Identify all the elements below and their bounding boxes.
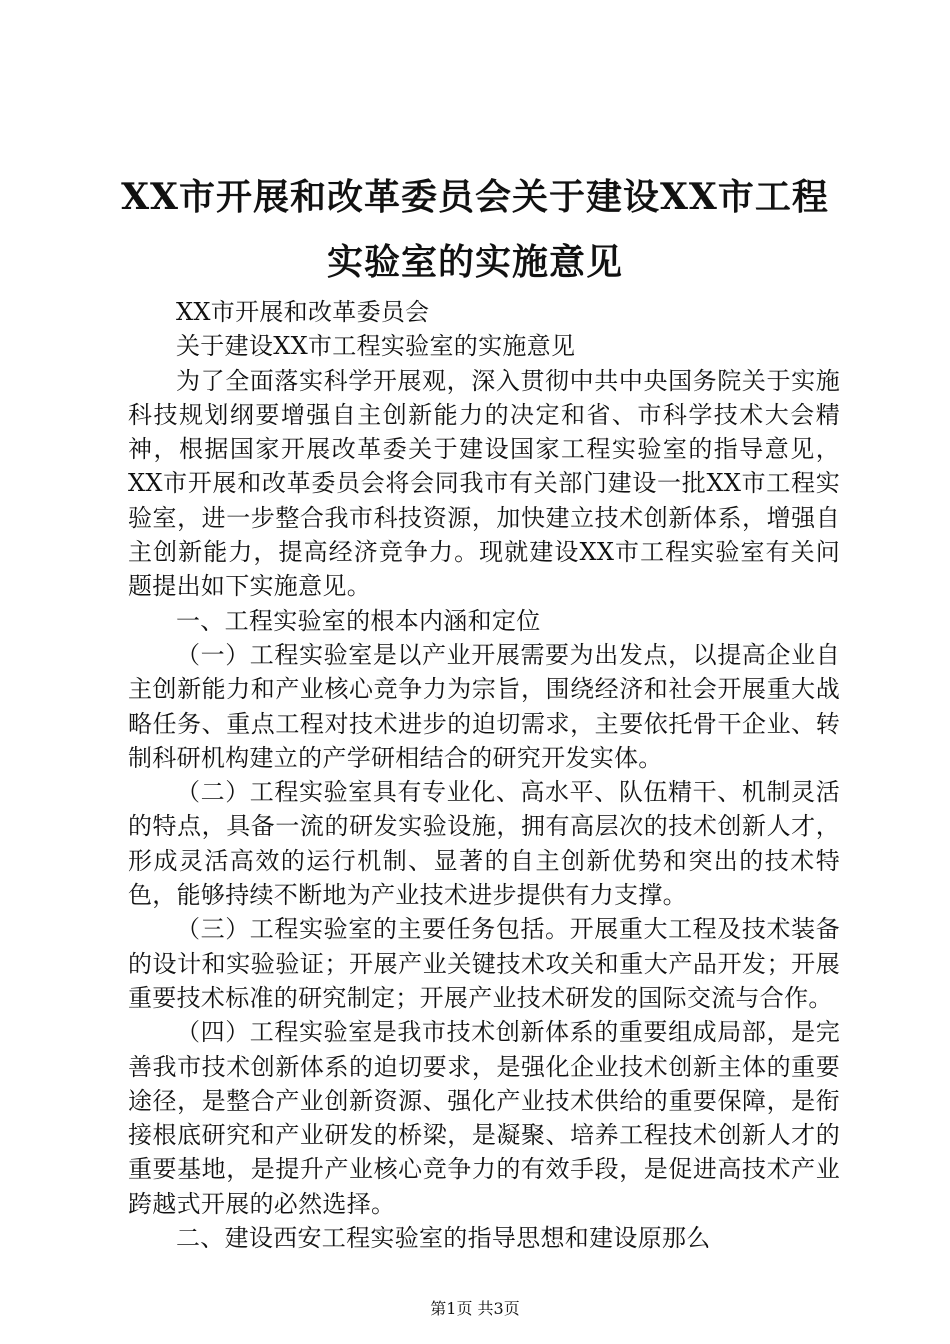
document-title: XX市开展和改革委员会关于建设XX市工程实验室的实施意见: [121, 176, 829, 283]
body-paragraph: （一）工程实验室是以产业开展需要为出发点，以提高企业自主创新能力和产业核心竞争力为宗旨，围绕经济和社会开展重大战略任务、重点工程对技术进步的迫切需求，主要依托骨干企业、转制科研机构建立的产学研相结合的研究开发实体。: [128, 640, 840, 772]
body-paragraph: （二）工程实验室具有专业化、高水平、队伍精干、机制灵活的特点，具备一流的研发实验设施，拥有高层次的技术创新人才，形成灵活高效的运行机制、显著的自主创新优势和突出的技术特色，能够持续不断地为产业技术进步提供有力支撑。: [128, 778, 840, 910]
body-paragraph: （四）工程实验室是我市技术创新体系的重要组成局部，是完善我市技术创新体系的迫切要求，是强化企业技术创新主体的重要途径，是整合产业创新资源、强化产业技术供给的重要保障，是衔接根底研究和产业研发的桥梁，是凝聚、培养工程技术创新人才的重要基地，是提升产业核心竞争力的有效手段，是促进高技术产业跨越式开展的必然选择。: [128, 1018, 840, 1218]
section-heading-1: 一、工程实验室的根本内涵和定位: [176, 606, 541, 635]
subject-line: 关于建设XX市工程实验室的实施意见: [176, 332, 576, 361]
page-footer: 第1页 共3页: [430, 1299, 520, 1318]
issuer-line: XX市开展和改革委员会: [176, 298, 430, 326]
intro-paragraph: 为了全面落实科学开展观，深入贯彻中共中央国务院关于实施科技规划纲要增强自主创新能力的决定和省、市科学技术大会精神，根据国家开展改革委关于建设国家工程实验室的指导意见，XX市开展和改革委员会将会同我市有关部门建设一批XX市工程实验室，进一步整合我市科技资源，加快建立技术创新体系，增强自主创新能力，提高经济竞争力。现就建设XX市工程实验室有关问题提出如下实施意见。: [128, 366, 840, 601]
body-paragraph: （三）工程实验室的主要任务包括。开展重大工程及技术装备的设计和实验验证；开展产业关键技术攻关和重大产品开发；开展重要技术标准的研究制定；开展产业技术研发的国际交流与合作。: [128, 915, 840, 1012]
document-body: [128, 295, 840, 1255]
section-heading-2: 二、建设西安工程实验室的指导思想和建设原那么: [176, 1224, 711, 1253]
